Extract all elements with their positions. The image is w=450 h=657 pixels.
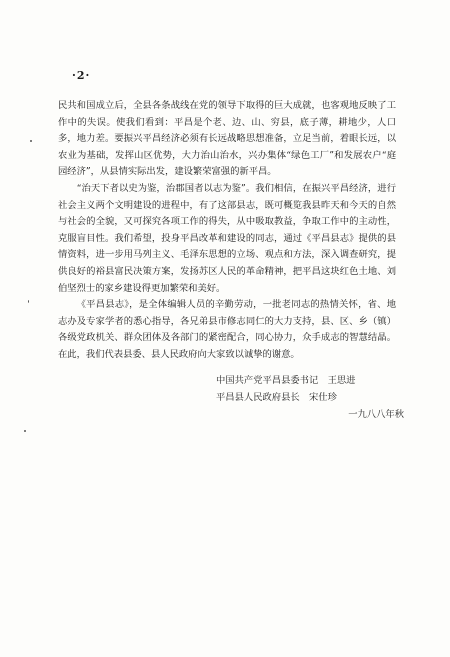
body-text	[58, 98, 396, 364]
page-number: ·2·	[72, 69, 91, 82]
signature-county-head: 平昌县人民政府县长 宋仕珍	[216, 392, 337, 403]
paragraph-history-mirror: “治天下者以史为鉴，治郡国者以志为鉴”。我们相信，在振兴平昌经济，进行社会主义两个文明建设的进程中，有了这部县志，既可概览我县昨天和今天的自然与社会的全貌，又可探究各项工作的得失，从中吸取教益，争取工作中的主动性，克服盲目性。我们希望，投身平昌改革和建设的同志，通过《平昌县志》提供的县情资料，进一步用马列主义、毛泽东思想的立场、观点和方法，深入调查研究，提供良好的裕县富民决策方案，发扬苏区人民的革命精神，把平昌这块红色土地、刘伯坚烈士的家乡建设得更加繁荣和美好。	[58, 182, 396, 294]
scan-speck	[28, 300, 29, 303]
signature-party-secretary: 中国共产党平昌县委书记 王思进	[216, 375, 356, 386]
scan-speck	[30, 140, 32, 142]
signature-date: 一九八八年秋	[348, 409, 404, 420]
paragraph-acknowledgement: 《平昌县志》，是全体编辑人员的辛勤劳动，一批老同志的热情关怀，省、地志办及专家学者的悉心指导，各兄弟县市修志同仁的大力支持，县、区、乡（镇）各级党政机关、群众团体及各部门的紧密配合，同心协力，众手成志的智慧结晶。在此，我们代表县委、县人民政府向大家致以诚挚的谢意。	[58, 299, 396, 360]
paragraph-continuation: 民共和国成立后，全县各条战线在党的领导下取得的巨大成就，也客观地反映了工作中的失误。使我们看到：平昌是个老、边、山、穷县，底子薄，耕地少，人口多，地力差。要振兴平昌经济必须有长远战略思想准备，立足当前，着眼长远，以农业为基础，发挥山区优势，大力治山治水，兴办集体“绿色工厂”和发展农户“庭园经济”，从县情实际出发，建设繁荣富强的新平昌。	[58, 100, 396, 178]
signature-block	[216, 372, 406, 423]
scan-speck	[24, 430, 26, 432]
